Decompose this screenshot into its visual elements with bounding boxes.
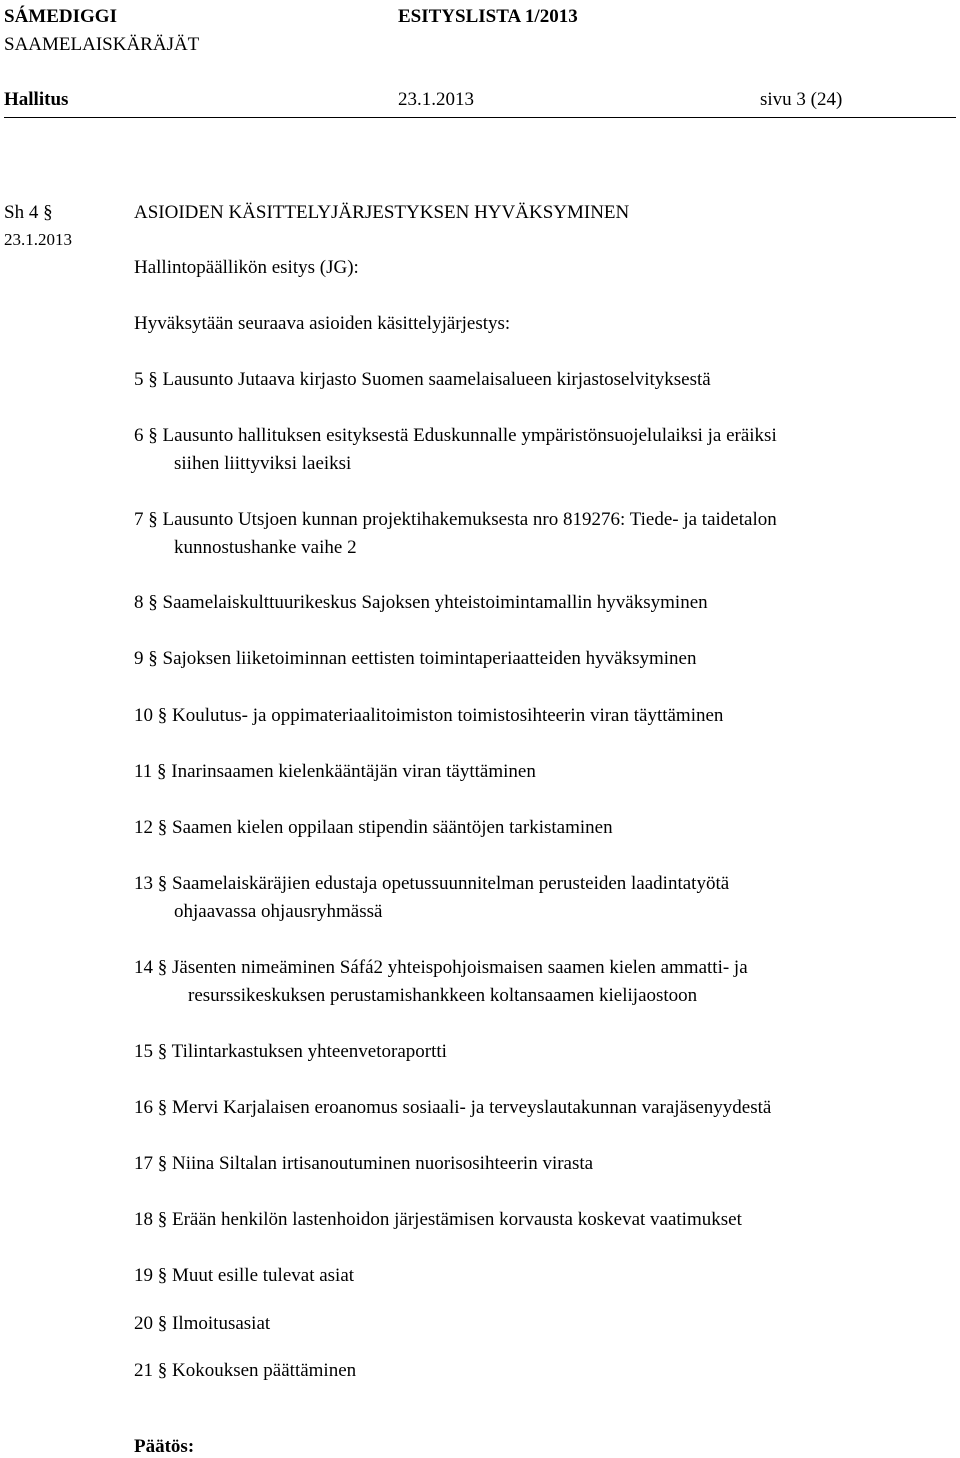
- proposal-heading: Hallintopäällikön esitys (JG):: [134, 257, 359, 278]
- agenda-intro: Hyväksytään seuraava asioiden käsittelyjärjestys:: [134, 313, 511, 334]
- section-date: 23.1.2013: [4, 230, 72, 249]
- decision-heading: Päätös:: [134, 1436, 195, 1457]
- body-name: Hallitus: [4, 89, 69, 110]
- header-divider: [4, 117, 956, 118]
- doc-title: ESITYSLISTA 1/2013: [398, 6, 578, 27]
- org-name-line1: SÁMEDIGGI: [4, 6, 117, 27]
- agenda-item: 19 § Muut esille tulevat asiat: [134, 1265, 355, 1286]
- agenda-item: 8 § Saamelaiskulttuurikeskus Sajoksen yhteistoimintamallin hyväksyminen: [134, 592, 708, 613]
- agenda-item: 13 § Saamelaiskäräjien edustaja opetussuunnitelman perusteiden laadintatyötä ohjaavassa ohjausryhmässä: [134, 873, 730, 922]
- agenda-item: 5 § Lausunto Jutaava kirjasto Suomen saamelaisalueen kirjastoselvityksestä: [134, 369, 711, 390]
- agenda-item: 21 § Kokouksen päättäminen: [134, 1360, 357, 1381]
- agenda-item: 16 § Mervi Karjalaisen eroanomus sosiaali- ja terveyslautakunnan varajäsenyydestä: [134, 1097, 772, 1118]
- org-name-line2: SAAMELAISKÄRÄJÄT: [4, 34, 200, 55]
- agenda-item: 10 § Koulutus- ja oppimateriaalitoimiston toimistosihteerin viran täyttäminen: [134, 705, 724, 726]
- agenda-item: 6 § Lausunto hallituksen esityksestä Eduskunnalle ympäristönsuojelulaiksi ja eräiksi siihen liittyviksi laeiksi: [134, 425, 777, 474]
- agenda-item: 14 § Jäsenten nimeäminen Sáfá2 yhteispohjoismaisen saamen kielen ammatti- ja resurssikeskuksen perustamishankkeen koltansaamen kielijaostoon: [134, 957, 748, 1006]
- agenda-item: 11 § Inarinsaamen kielenkääntäjän viran täyttäminen: [134, 761, 536, 782]
- agenda-item: 7 § Lausunto Utsjoen kunnan projektihakemuksesta nro 819276: Tiede- ja taidetalon kunnostushanke vaihe 2: [134, 509, 777, 558]
- agenda-item: 18 § Erään henkilön lastenhoidon järjestämisen korvausta koskevat vaatimukset: [134, 1209, 742, 1230]
- agenda-item: 12 § Saamen kielen oppilaan stipendin sääntöjen tarkistaminen: [134, 817, 613, 838]
- page-number: sivu 3 (24): [760, 89, 843, 110]
- section-title: ASIOIDEN KÄSITTELYJÄRJESTYKSEN HYVÄKSYMINEN: [134, 202, 630, 223]
- agenda-item: 9 § Sajoksen liiketoiminnan eettisten toimintaperiaatteiden hyväksyminen: [134, 648, 697, 669]
- agenda-item: 15 § Tilintarkastuksen yhteenvetoraportti: [134, 1041, 447, 1062]
- meeting-date: 23.1.2013: [398, 89, 474, 110]
- agenda-item: 17 § Niina Siltalan irtisanoutuminen nuorisosihteerin virasta: [134, 1153, 594, 1174]
- agenda-item: 20 § Ilmoitusasiat: [134, 1313, 271, 1334]
- section-number: Sh 4 §: [4, 202, 53, 223]
